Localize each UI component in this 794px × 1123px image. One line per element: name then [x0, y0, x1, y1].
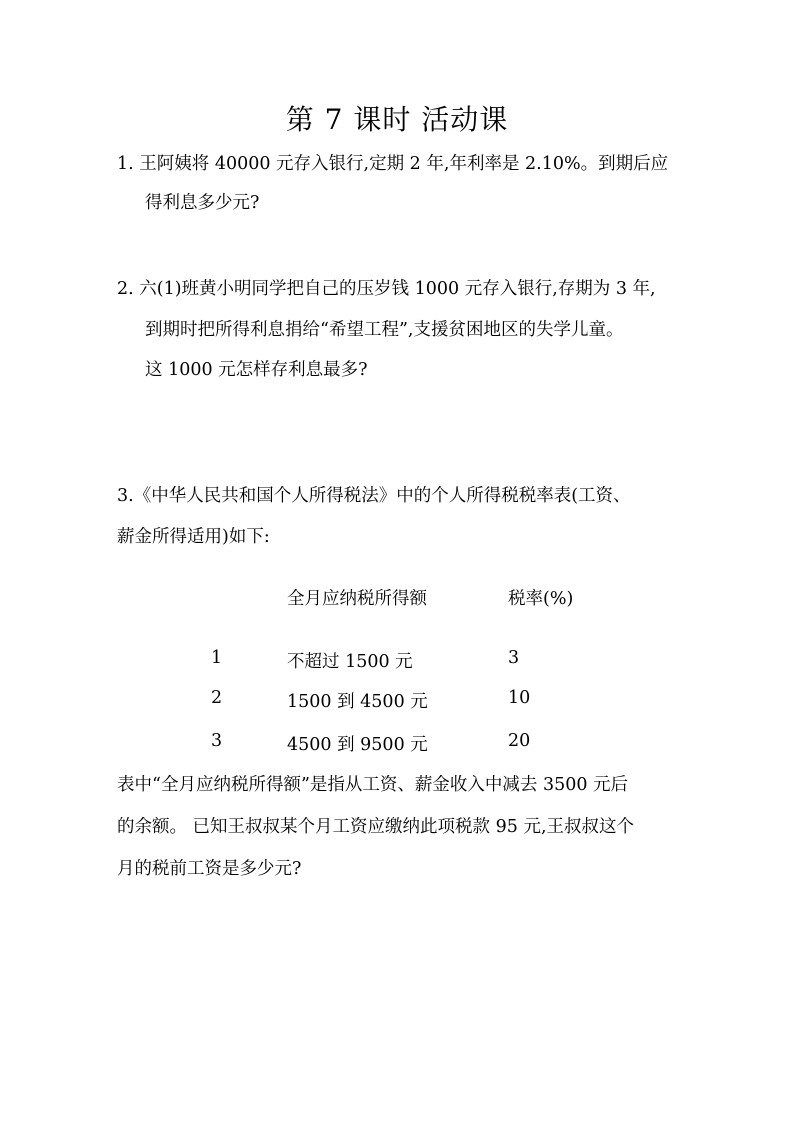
- table-row-1-level: 1: [211, 648, 223, 668]
- q3-after-line-3: 月的税前工资是多少元?: [117, 859, 302, 879]
- table-row-2-rate: 10: [508, 688, 531, 708]
- table-header-rate: 税率(%): [508, 589, 574, 609]
- q2-line-3: 这 1000 元怎样存利息最多?: [145, 360, 368, 380]
- table-row-2-level: 2: [211, 688, 223, 708]
- q1-line-1: 1. 王阿姨将 40000 元存入银行,定期 2 年,年利率是 2.10%。到期后应: [117, 154, 669, 174]
- q1-line-2: 得利息多少元?: [145, 193, 260, 213]
- q3-after-line-1: 表中“全月应纳税所得额”是指从工资、薪金收入中减去 3500 元后: [117, 775, 629, 795]
- q2-line-1: 2. 六(1)班黄小明同学把自己的压岁钱 1000 元存入银行,存期为 3 年,: [117, 279, 656, 299]
- q3-line-2: 薪金所得适用)如下:: [117, 527, 270, 547]
- table-header-income: 全月应纳税所得额: [287, 589, 427, 609]
- q3-after-line-2: 的余额。 已知王叔叔某个月工资应缴纳此项税款 95 元,王叔叔这个: [117, 817, 635, 837]
- page-title: 第 7 课时 活动课: [285, 103, 509, 136]
- q3-line-1: 3.《中华人民共和国个人所得税法》中的个人所得税税率表(工资、: [117, 486, 631, 506]
- table-row-1-range: 不超过 1500 元: [287, 652, 413, 672]
- q2-line-2: 到期时把所得利息捐给“希望工程”,支援贫困地区的失学儿童。: [145, 320, 624, 340]
- table-row-2-range: 1500 到 4500 元: [287, 692, 428, 712]
- table-row-3-rate: 20: [508, 731, 531, 751]
- table-row-1-rate: 3: [508, 648, 520, 668]
- table-row-3-level: 3: [211, 731, 223, 751]
- table-row-3-range: 4500 到 9500 元: [287, 735, 428, 755]
